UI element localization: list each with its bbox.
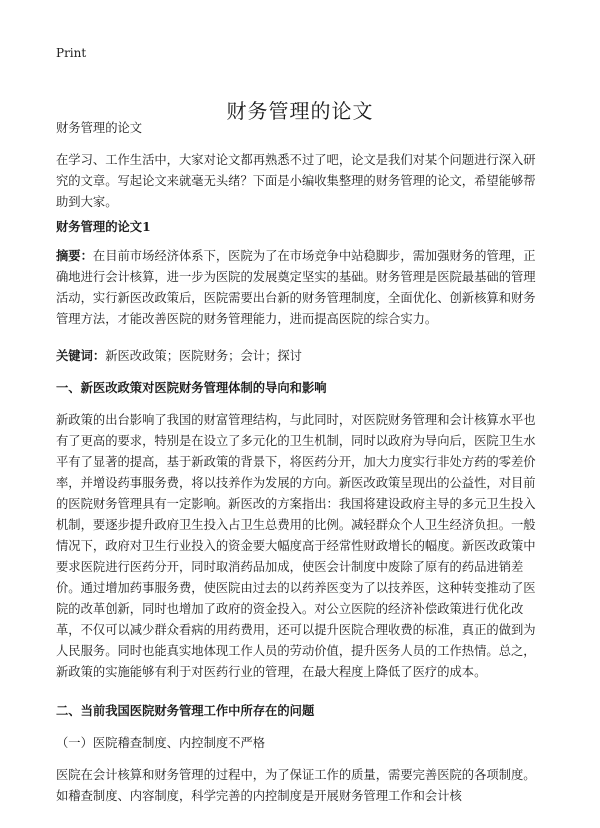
policy-impact-paragraph: 新政策的出台影响了我国的财富管理结构，与此同时，对医院财务管理和会计核算水平也有了更高的要求，特别是在设立了多元化的卫生机制，同时以政府为导向后，医院卫生水平有了显著的提高，基于新政策的背景下，将医药分开，加大力度实行非处方药的零差价率，并增设药事服务费，将以技养作为发展的方向。新医改政策呈现出的公益性，对目前的医院财务管理具有一定影响。新医改的方案指出：我国将建设政府主导的多元卫生投入机制，要逐步提升政府卫生投入占卫生总费用的比例。减轻群众个人卫生经济负担。一般情况下，政府对卫生行业投入的资金要大幅度高于经常性财政增长的幅度。新医改政策中要求医院进行医药分开，同时取消药品加成，使医会计制度中废除了原有的药品进销差价。通过增加药事服务费，使医院由过去的以药养医变为了以技养医，这种转变推动了医院的改革创新，同时也增加了政府的资金投入。对公立医院的经济补偿政策进行优化改革，不仅可以减少群众看病的用药费用，还可以提升医院合理收费的标准，真正的做到为人民服务。同时也能真实地体现工作人员的劳动价值，提升医务人员的工作热情。总之，新政策的实施能够有利于对医药行业的管理，在最大程度上降低了医疗的成本。 [56,413,536,679]
abstract-text: 在目前市场经济体系下，医院为了在市场竞争中站稳脚步，需加强财务的管理，正确地进行会计核算，进一步为医院的发展奠定坚实的基础。财务管理是医院最基础的管理活动，实行新医改政策后，医院需要出台新的财务管理制度，全面优化、创新核算和财务管理方法，才能改善医院的财务管理能力，进而提高医院的综合实力。 [56,249,536,326]
document-title: 财务管理的论文 [226,99,374,124]
keywords-text: 新医改政策；医院财务；会计；探讨 [105,349,302,363]
keywords-paragraph [56,346,546,367]
keywords-label: 关键词： [56,349,106,363]
heading-current-problems: 二、当前我国医院财务管理工作中所存在的问题 [56,704,315,718]
print-label[interactable]: Print [56,46,87,60]
abstract-paragraph [56,246,546,330]
heading-policy-impact: 一、新医改政策对医院财务管理体制的导向和影响 [56,381,327,395]
subheading-audit-control: （一）医院稽查制度、内控制度不严格 [56,736,266,750]
abstract-label: 摘要： [56,249,93,263]
section-heading-1: 财务管理的论文1 [56,219,151,234]
document-subtitle: 财务管理的论文 [56,121,143,135]
audit-control-paragraph: 医院在会计核算和财务管理的过程中，为了保证工作的质量，需要完善医院的各项制度。如稽查制度、内容制度，科学完善的内控制度是开展财务管理工作和会计核 [56,768,536,803]
intro-paragraph: 在学习、工作生活中，大家对论文都再熟悉不过了吧，论文是我们对某个问题进行深入研究的文章。写起论文来就毫无头绪？下面是小编收集整理的财务管理的论文，希望能够帮助到大家。 [56,153,536,209]
